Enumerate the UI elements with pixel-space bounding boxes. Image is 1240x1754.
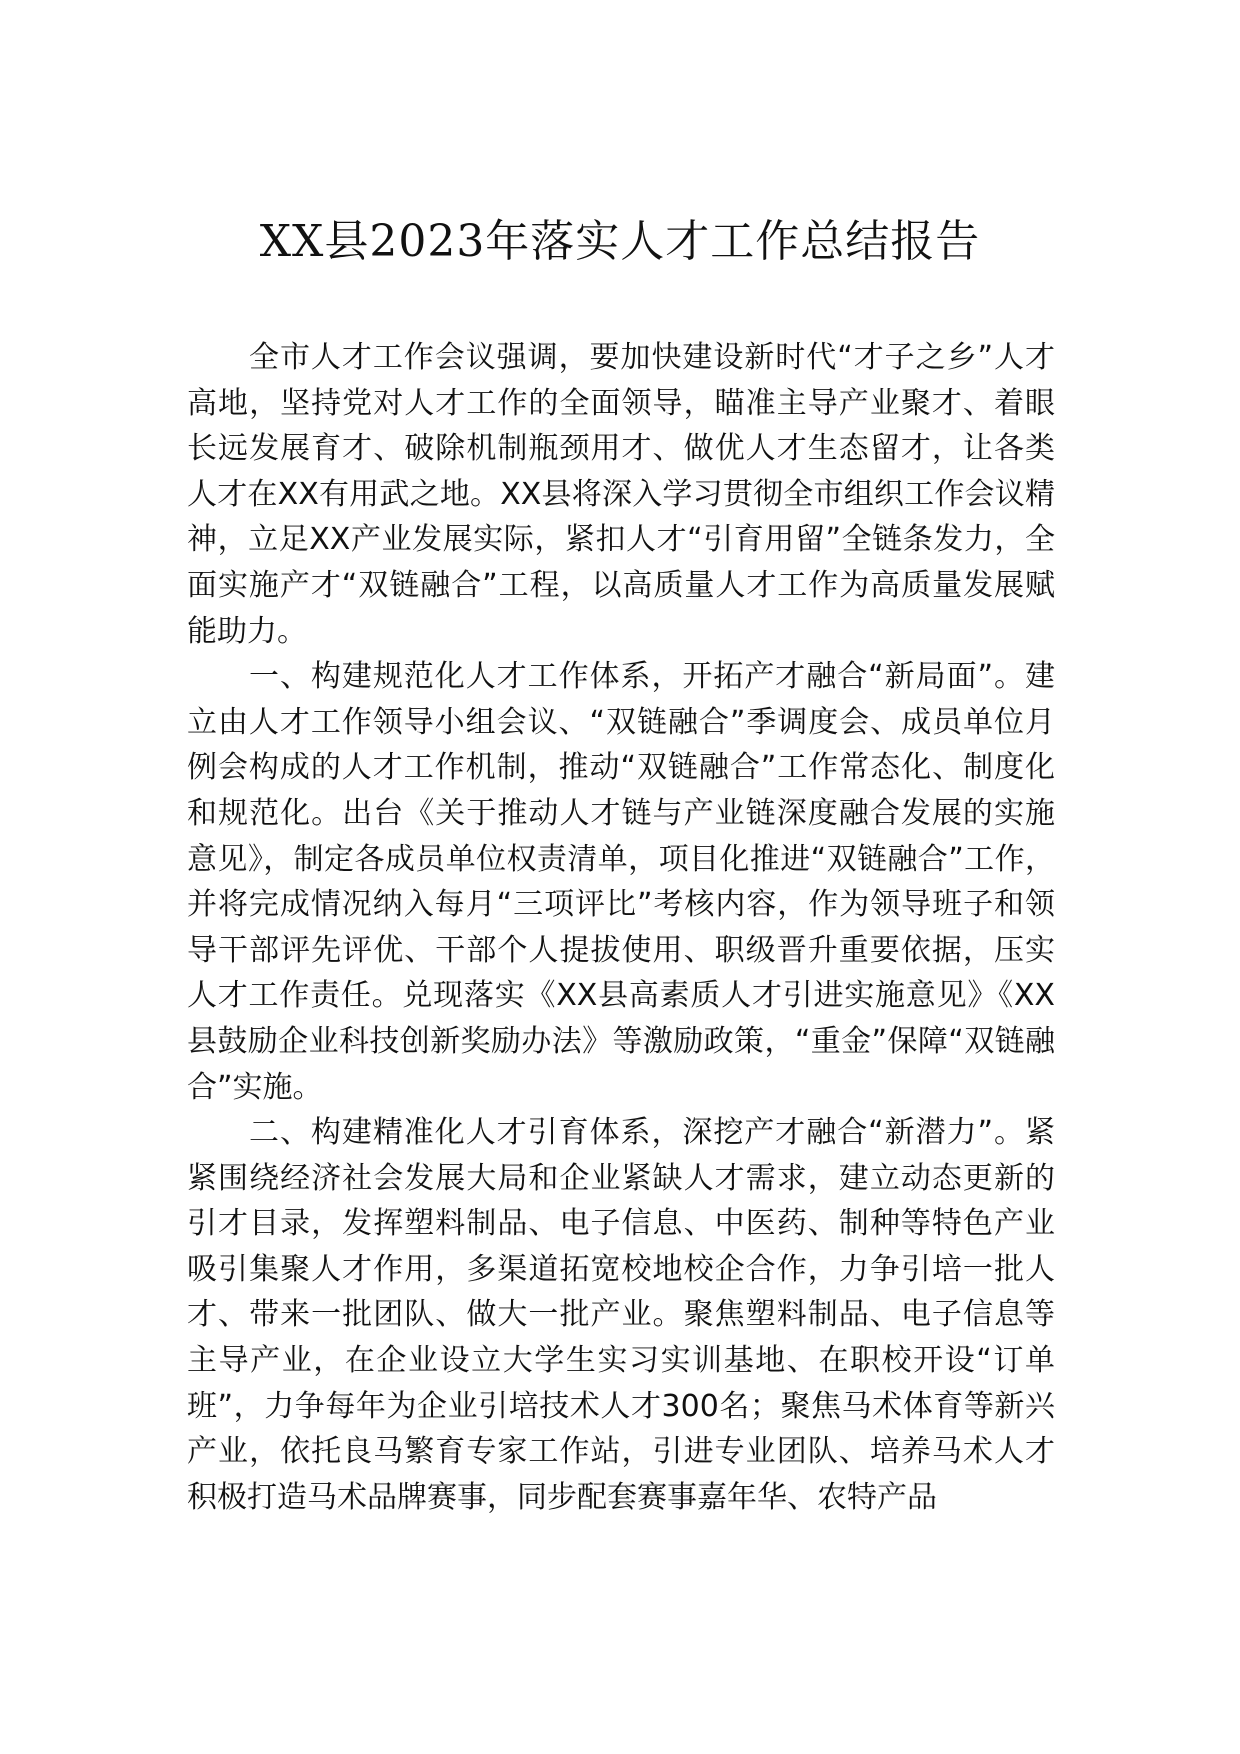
paragraph-section-2: 二、构建精准化人才引育体系，深挖产才融合“新潜力”。紧紧围绕经济社会发展大局和企业紧缺人才需求，建立动态更新的引才目录，发挥塑料制品、电子信息、中医药、制种等特色产业吸引集聚人才作用，多渠道拓宽校地校企合作，力争引培一批人才、带来一批团队、做大一批产业。聚焦塑料制品、电子信息等主导产业，在企业设立大学生实习实训基地、在职校开设“订单班”，力争每年为企业引培技术人才300名；聚焦马术体育等新兴产业，依托良马繁育专家工作站，引进专业团队、培养马术人才积极打造马术品牌赛事，同步配套赛事嘉年华、农特产品 bbox=[187, 1115, 1055, 1515]
paragraph-intro: 全市人才工作会议强调，要加快建设新时代“才子之乡”人才高地，坚持党对人才工作的全面领导，瞄准主导产业聚才、着眼长远发展育才、破除机制瓶颈用才、做优人才生态留才，让各类人才在XX有用武之地。XX县将深入学习贯彻全市组织工作会议精神，立足XX产业发展实际，紧扣人才“引育用留”全链条发力，全面实施产才“双链融合”工程，以高质量人才工作为高质量发展赋能助力。 bbox=[187, 340, 1055, 649]
document-title: XX县2023年落实人才工作总结报告 bbox=[259, 216, 981, 267]
paragraph-section-1: 一、构建规范化人才工作体系，开拓产才融合“新局面”。建立由人才工作领导小组会议、“双链融合”季调度会、成员单位月例会构成的人才工作机制，推动“双链融合”工作常态化、制度化和规范化。出台《关于推动人才链与产业链深度融合发展的实施意见》，制定各成员单位权责清单，项目化推进“双链融合”工作，并将完成情况纳入每月“三项评比”考核内容，作为领导班子和领导干部评先评优、干部个人提拔使用、职级晋升重要依据，压实人才工作责任。兑现落实《XX县高素质人才引进实施意见》《XX县鼓励企业科技创新奖励办法》等激励政策，“重金”保障“双链融合”实施。 bbox=[187, 659, 1055, 1105]
document-body bbox=[187, 335, 1055, 1520]
